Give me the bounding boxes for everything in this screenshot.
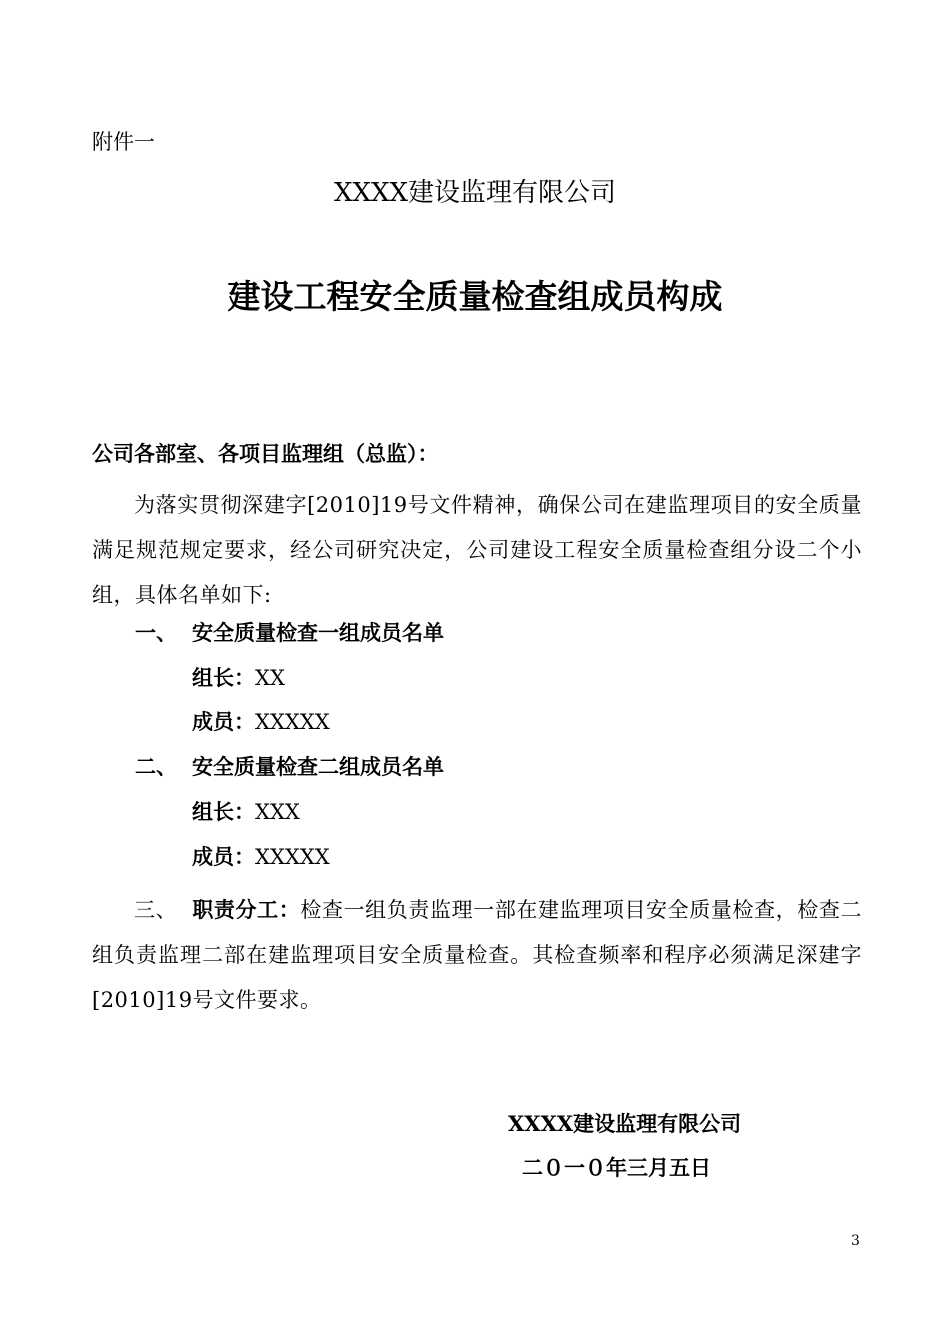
intro-paragraph: 为落实贯彻深建字[2010]19号文件精神，确保公司在建监理项目的安全质量满足规范规定要求，经公司研究决定，公司建设工程安全质量检查组分设二个小组，具体名单如下: — [92, 493, 862, 607]
section-2-leader-label: 组长： — [192, 799, 255, 824]
section-2-number: 二、 — [135, 754, 177, 779]
document-title: 建设工程安全质量检查组成员构成 — [227, 277, 723, 316]
duty-number: 三、 — [134, 898, 178, 922]
duty-text: 检查一组负责监理一部在建监理项目安全质量检查，检查二组负责监理二部在建监理项目安全质量检查。其检查频率和程序必须满足深建字[2010]19号文件要求。 — [92, 898, 863, 1012]
section-2-members-label: 成员： — [192, 844, 255, 869]
section-2-members-value: XXXXX — [255, 845, 330, 869]
page-number: 3 — [851, 1233, 860, 1249]
section-1-members-label: 成员： — [192, 709, 255, 734]
duty-label: 职责分工： — [192, 897, 301, 922]
section-2-leader-value: XXX — [255, 800, 300, 824]
section-2-leader — [192, 797, 300, 827]
section-2-members — [192, 842, 330, 872]
section-2-heading — [135, 752, 444, 782]
section-1-heading — [135, 618, 444, 648]
addressee: 公司各部室、各项目监理组（总监）： — [92, 441, 439, 466]
signature-date: 二０一０年三月五日 — [522, 1155, 711, 1180]
section-2-title: 安全质量检查二组成员名单 — [192, 754, 444, 779]
section-1-leader-value: XX — [255, 666, 285, 690]
section-1-title: 安全质量检查一组成员名单 — [192, 620, 444, 645]
section-1-members-value: XXXXX — [255, 710, 330, 734]
attachment-label: 附件一 — [92, 130, 155, 154]
section-1-number: 一、 — [135, 620, 177, 645]
section-1-leader-label: 组长： — [192, 665, 255, 690]
duty-paragraph — [92, 887, 862, 1023]
section-1-members — [192, 707, 330, 737]
section-1-leader — [192, 663, 285, 693]
company-header: XXXX建设监理有限公司 — [333, 178, 617, 208]
signature-company: XXXX建设监理有限公司 — [508, 1111, 742, 1136]
